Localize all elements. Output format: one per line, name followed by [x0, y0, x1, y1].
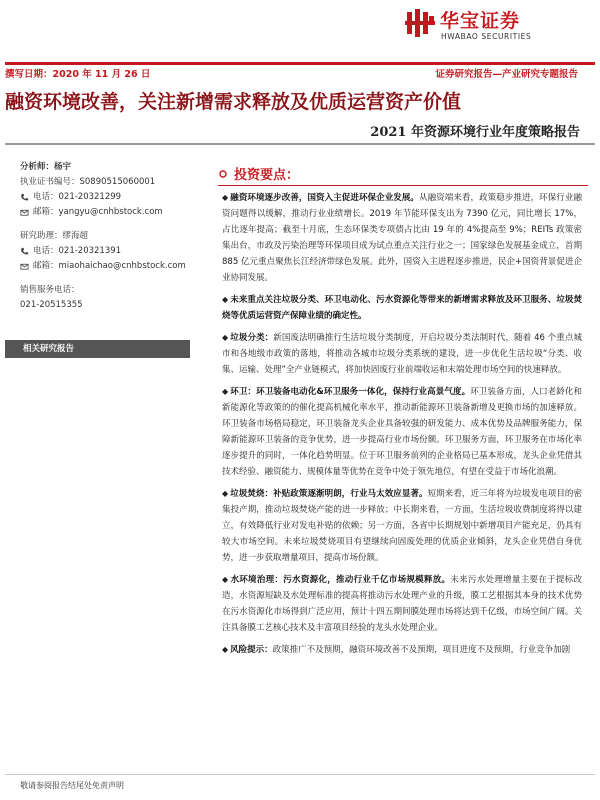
email-icon	[20, 208, 29, 217]
key-point: ◆ 水环境治理：污水资源化，推动行业千亿市场规模释放。未来污水处理增量主要在于提标改造，水资源短缺及水处理标准的提高将推动污水处理产业的升级，膜工艺根据其本身的技术优势在污水资源化市场得到广泛应用，预计十四五期间膜处理市场将达到千亿级，市场空间广阔。关注具备膜工艺核心技术及丰富项目经验的龙头水处理企业。	[222, 575, 582, 633]
title-divider	[5, 143, 595, 145]
key-point: ◆ 环卫：环卫装备电动化&环卫服务一体化，保持行业高景气度。环卫装备方面，人口老龄化和新能源化等政策的的催化提高机械化率水平，推动新能源环卫装备新增及更换市场的加速释放。环卫装备市场格局稳定，环卫装备龙头企业具备较强的研发能力、成本优势及品牌服务能力，保障新能源环卫装备的竞争优势，进一步提高行业市场份额。环卫服务方面，环卫服务在市场化率逐步提升的同时，一体化趋势明显。位于环卫服务前列的企业格局已基本形成，龙头企业凭借其技术经验、融资能力、规模体量等优势在竞争中处于领先地位，有望在受益于市场化浪潮。	[222, 387, 582, 477]
email-icon	[20, 262, 29, 271]
assistant-email[interactable]: 邮箱：miaohaichao@cnhbstock.com	[20, 259, 195, 274]
analyst-name: 分析师：杨宇	[20, 162, 72, 172]
huabao-logo-icon	[405, 8, 435, 38]
page-subtitle: 2021 年资源环境行业年度策略报告	[370, 125, 580, 140]
key-point: ◆ 垃圾分类：新国废法明确推行生活垃圾分类制度，开启垃圾分类法制时代，随着 46 个重点城市和各地级市政策的落地，将推动各城市垃圾分类系统的建设，进一步优化生活垃圾“分类、收集、运输、处理”全产业链模式，将加快固废行业前端收运和末端处理市场空间的快速释放。	[222, 333, 582, 375]
assistant-phone: 电话：021-20321391	[20, 244, 195, 259]
phone-icon	[20, 193, 29, 202]
section-title: 投资要点：	[234, 168, 300, 183]
phone-icon	[20, 247, 29, 256]
brand-name-en: HWABAO SECURITIES	[441, 32, 532, 41]
analyst-phone: 电话：021-20321299	[20, 190, 195, 205]
diamond-bullet-icon: ◆	[222, 333, 229, 342]
diamond-bullet-icon: ◆	[222, 295, 229, 304]
diamond-bullet-icon: ◆	[222, 193, 229, 202]
footer-disclaimer: 敬请参阅报告结尾处免责声明	[20, 781, 124, 790]
key-points	[222, 190, 582, 664]
sales-label: 销售服务电话：	[20, 285, 80, 295]
section-rule	[218, 185, 588, 186]
brand-name-cn: 华宝证券	[440, 10, 521, 32]
related-reports-header: 相关研究报告	[5, 340, 190, 358]
analyst-email[interactable]: 邮箱：yangyu@cnhbstock.com	[20, 205, 195, 220]
assistant-name: 研究助理：缪海超	[20, 231, 89, 241]
analyst-info	[20, 160, 195, 313]
section-header	[218, 164, 299, 183]
diamond-bullet-icon: ◆	[222, 575, 229, 584]
diamond-bullet-icon: ◆	[222, 387, 229, 396]
footer-divider	[5, 774, 595, 775]
key-point: ◆ 未来重点关注垃圾分类、环卫电动化、污水资源化等带来的新增需求释放及环卫服务、垃圾焚烧等优质运营资产保障业绩的确定性。	[222, 295, 582, 321]
report-date: 撰写日期：2020 年 11 月 26 日	[5, 69, 151, 80]
key-point: ◆ 融资环境逐步改善，国资入主促进环保企业发展。从融资端来看，政策稳步推进，环保行业融资问题得以缓解，推动行业业绩增长。2019 年节能环保支出为 7390 亿元，同比增长 17%，占比逐年提高；截至十月底，生态环保类专项债占比由 19 年的 4%提高至 9%；REITs 政策密集出台，市政及污染治理等环保项目成为试点重点关注行业之一；国家绿色发展基金成立，首期 885 亿元重点聚焦长江经济带绿色发展。此外，国资入主进程逐步推进，民企+国资背景促进企业协同发展。	[222, 193, 582, 283]
header-divider	[5, 62, 595, 65]
report-category: 证券研究报告—产业研究专题报告	[435, 69, 578, 80]
diamond-bullet-icon: ◆	[222, 489, 229, 498]
analyst-license: 执业证书编号：S0890515060001	[20, 177, 156, 187]
sales-phone: 021-20515355	[20, 300, 83, 310]
risk-warning: ◆ 风险提示：政策推广不及预期，融资环境改善不及预期，项目进度不及预期，行业竞争加剧	[222, 645, 571, 655]
key-point: ◆ 垃圾焚烧：补贴政策逐渐明朗，行业马太效应显著。短期来看，近三年将为垃圾发电项目的密集投产期，推动垃圾焚烧产能的进一步释放；中长期来看，一方面，生活垃圾收费制度将得以建立，有效降低行业对发电补贴的依赖；另一方面，各省中长期规划中新增项目产能充足，仍具有较大市场空间。未来垃圾焚烧项目有望继续向固废处理的优质企业倾斜，龙头企业凭借自身优势，进一步获取增量项目，提高市场份额。	[222, 489, 582, 563]
diamond-bullet-icon: ◆	[222, 645, 229, 654]
section-dot-icon	[218, 169, 228, 179]
page-title: 融资环境改善，关注新增需求释放及优质运营资产价值	[5, 91, 462, 113]
